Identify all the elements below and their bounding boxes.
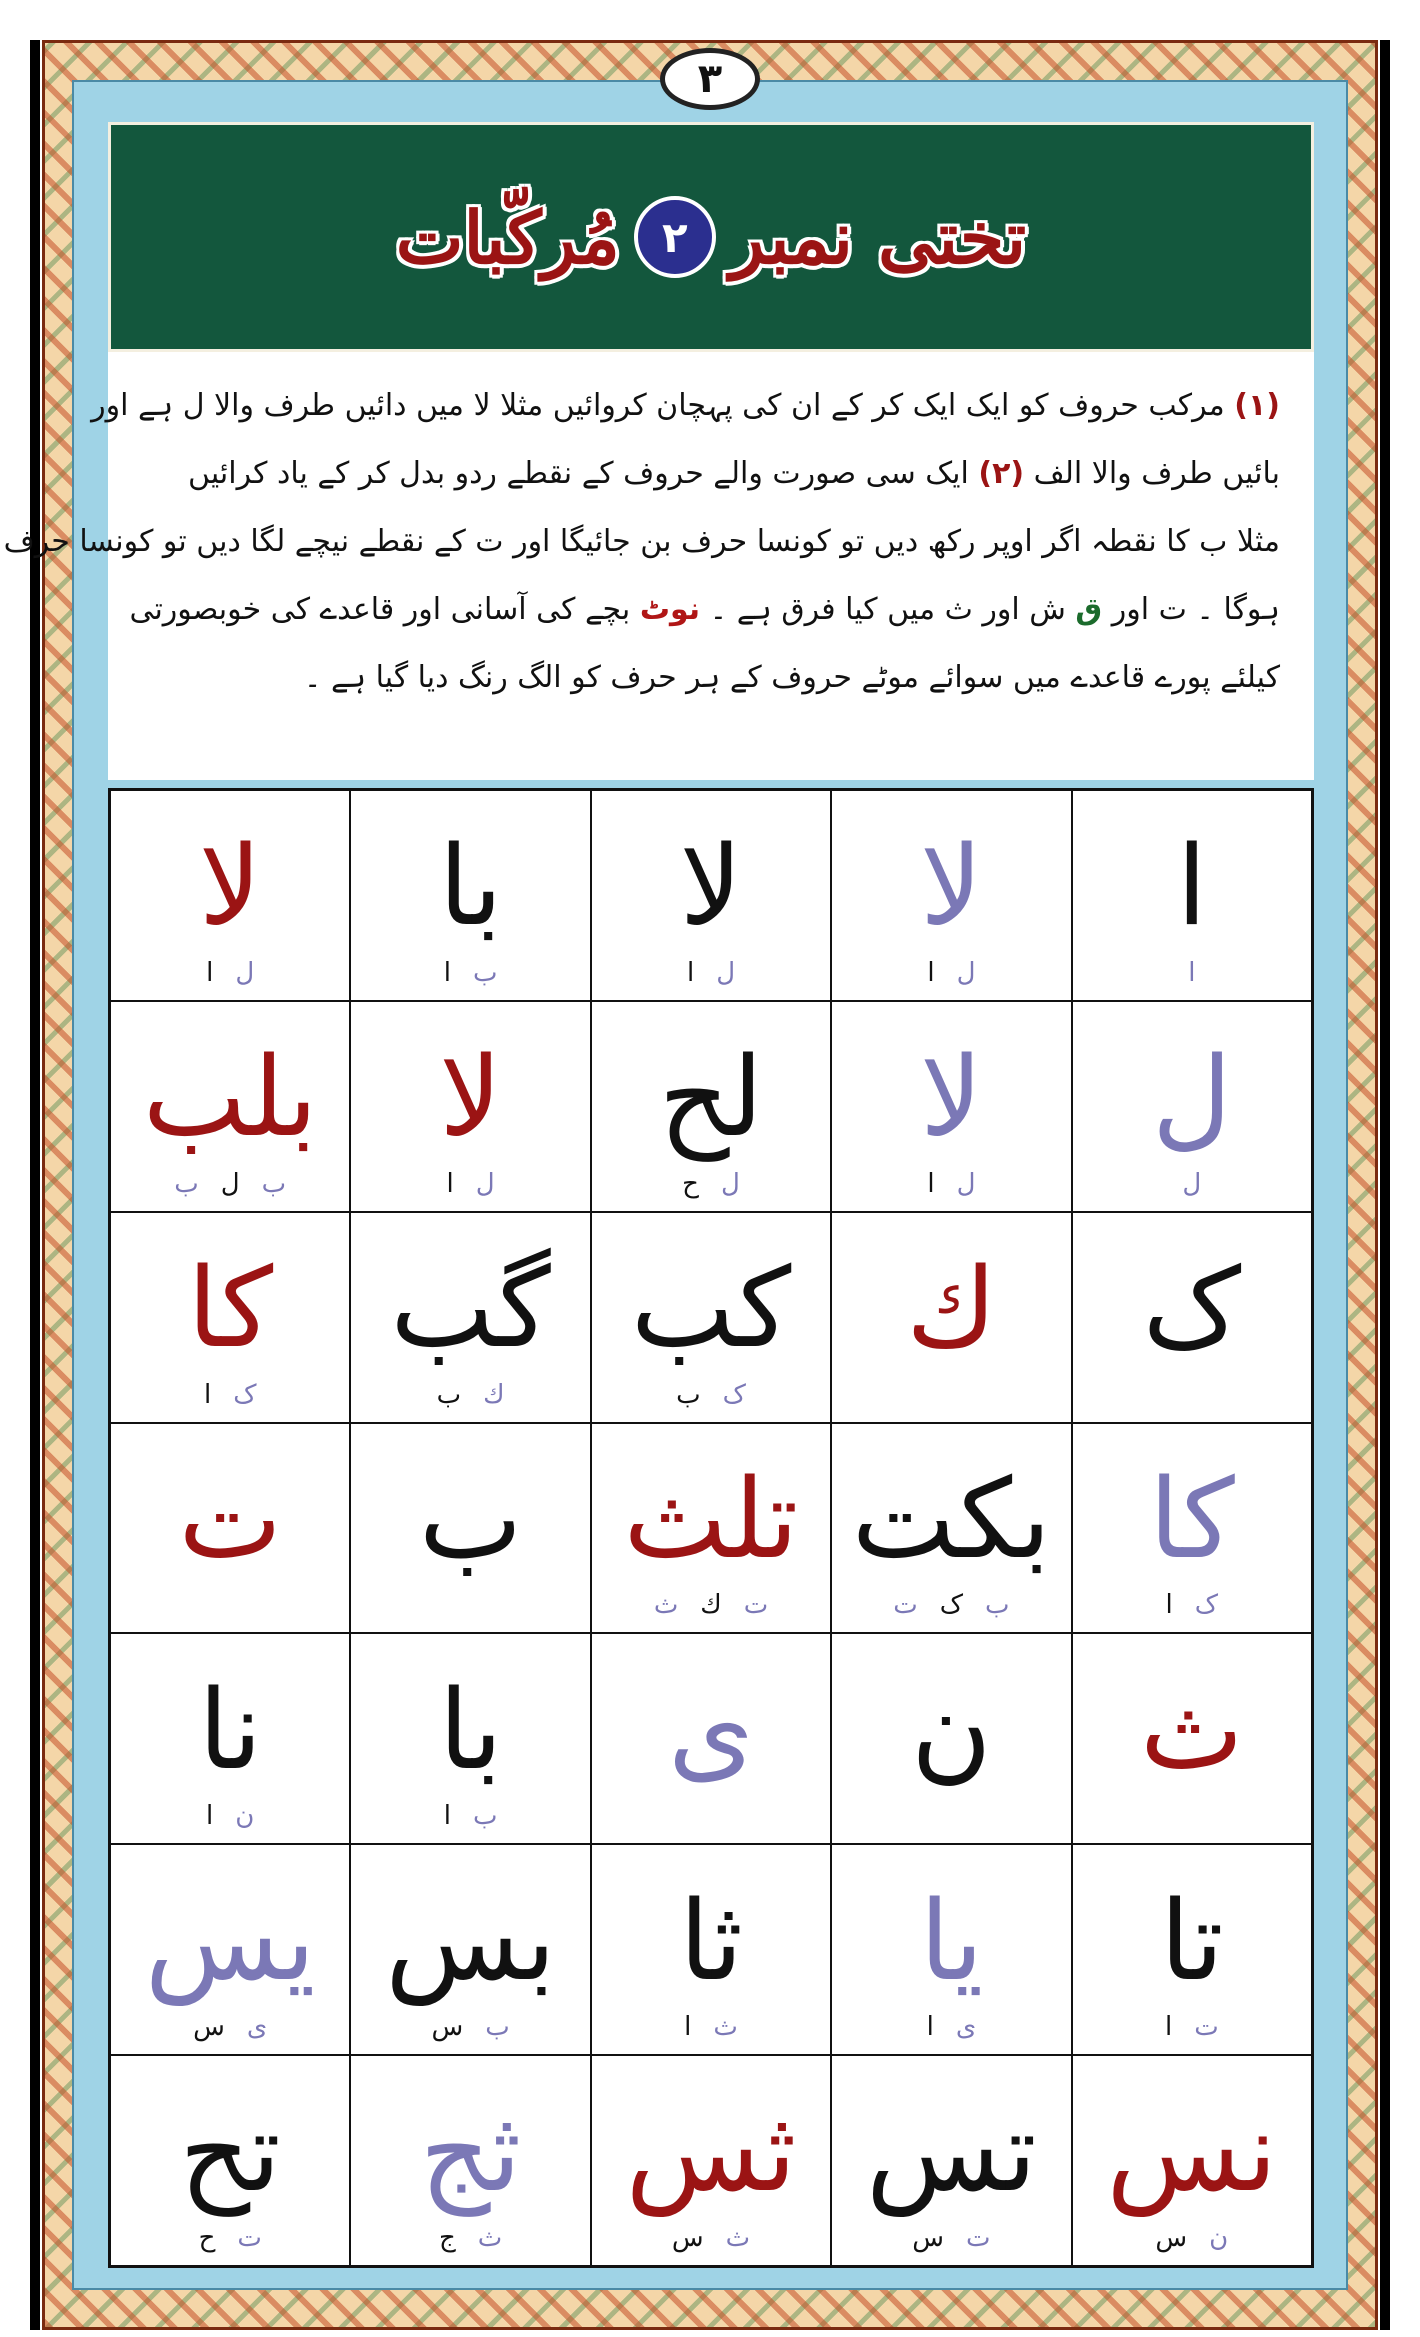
letter-part: ح [198, 2223, 216, 2253]
letter-parts [1073, 958, 1311, 988]
letter-part: ا [203, 1379, 212, 1410]
letter-cell [350, 1001, 590, 1212]
letter-cell [350, 790, 590, 1001]
letter-part: ب [472, 1801, 498, 1832]
letter-part: ا [446, 1168, 454, 1199]
letter-part: ی [246, 2012, 268, 2043]
step-number: (۲) [978, 456, 1025, 491]
letter-cell [110, 1633, 350, 1844]
letter-cell [1072, 1844, 1312, 2055]
letter-cell [350, 1844, 590, 2055]
letter-cell [1072, 1001, 1312, 1212]
compound-letter: لا [920, 1033, 983, 1162]
letter-part: ك [483, 1379, 505, 1410]
letter-cell [831, 1423, 1071, 1634]
letter-parts [1073, 2223, 1311, 2253]
black-spine-right [1380, 40, 1390, 2330]
compound-letter: تا [1159, 1876, 1224, 2005]
letter-part: ک [1194, 1590, 1219, 1621]
letter-part: ت [1194, 2012, 1219, 2043]
letter-part: ب [174, 1168, 199, 1199]
page-margin-left [0, 0, 30, 2337]
letter-cell [831, 2055, 1071, 2266]
letter-part: ت [743, 1590, 769, 1621]
letter-part: ل [956, 957, 976, 988]
compound-letter: یا [919, 1876, 984, 2005]
letter-part: ا [206, 957, 214, 988]
letter-part: ج [438, 2223, 456, 2253]
instruction-text: کیلئے پورے قاعدے میں سوائے موٹے حروف کے ہر حرف کو الگ رنگ دیا گیا ہے ۔ [303, 660, 1280, 695]
letter-part: س [193, 2012, 225, 2043]
letter-cell [110, 2055, 350, 2266]
letter-cell [110, 1423, 350, 1634]
instruction-line [142, 644, 1280, 712]
instruction-text: ایک سی صورت والے حروف کے نقطے ردو بدل کر کے یاد کرائیں [188, 456, 979, 491]
letter-cell [591, 1844, 831, 2055]
letter-part: ن [235, 1801, 255, 1832]
compound-letter: ب [418, 1454, 523, 1583]
letter-part: ب [485, 2012, 510, 2043]
instruction-text: ش اور ث میں کیا فرق ہے ۔ [700, 592, 1076, 627]
letter-part: ل [220, 1168, 240, 1199]
instruction-line [3, 508, 1280, 576]
compound-letter: ثج [419, 2087, 522, 2216]
letter-part: ث [477, 2223, 503, 2253]
compound-letter: ن [911, 1665, 992, 1794]
letter-parts [1073, 1169, 1311, 1199]
letter-part: ا [443, 957, 451, 988]
letter-part: ح [682, 1168, 699, 1199]
title-end: مُرکّبات [395, 194, 620, 280]
compound-letter: ت [178, 1454, 282, 1583]
letter-cell [110, 1212, 350, 1423]
letter-cell [110, 1844, 350, 2055]
compound-letter: ثا [678, 1876, 744, 2005]
letter-parts [592, 1590, 830, 1620]
letter-part: ا [443, 1801, 451, 1832]
letter-cell [1072, 790, 1312, 1001]
letter-part: ی [955, 2012, 977, 2043]
compound-letter: لا [920, 822, 983, 951]
letter-cell [110, 790, 350, 1001]
letter-parts [111, 2223, 349, 2253]
letter-part: ل [1182, 1168, 1202, 1199]
letter-part: ک [233, 1379, 257, 1410]
letter-part: ث [713, 2012, 738, 2043]
letter-part: ث [653, 1590, 679, 1621]
lesson-header [108, 122, 1314, 352]
instruction-line [129, 576, 1280, 644]
letter-cell [350, 1423, 590, 1634]
lesson-number: ۲ [661, 212, 688, 262]
letter-cell [1072, 1212, 1312, 1423]
letter-parts [1073, 1590, 1311, 1620]
letter-cell [831, 1001, 1071, 1212]
letter-parts [351, 2012, 589, 2042]
letter-part: ا [1164, 2012, 1173, 2043]
letter-parts [351, 1169, 589, 1199]
letter-part: ت [893, 1590, 918, 1621]
lesson-number-badge [634, 196, 716, 278]
letter-part: ل [716, 957, 736, 988]
compound-letter: نا [198, 1665, 263, 1794]
page-number: ۳ [697, 56, 723, 102]
letter-parts [351, 958, 589, 988]
letter-parts [1073, 2012, 1311, 2042]
note-label: نوٹ [639, 592, 701, 627]
letter-cell [350, 2055, 590, 2266]
compound-letter: بس [385, 1876, 557, 2005]
letter-parts [351, 1380, 589, 1410]
letter-cell [1072, 1423, 1312, 1634]
instruction-text: بچے کی آسانی اور قاعدے کی خوبصورتی [129, 592, 640, 627]
letter-parts [351, 1801, 589, 1831]
page-margin-right [1390, 0, 1420, 2337]
compound-letter: لا [679, 822, 743, 951]
instruction-line [91, 372, 1280, 440]
instruction-text: ق [1075, 592, 1103, 627]
letter-part: ا [1165, 1590, 1173, 1621]
letter-part: ت [966, 2223, 991, 2253]
compound-letter: کا [187, 1244, 274, 1373]
letter-parts [351, 2223, 589, 2253]
letter-parts [592, 2223, 830, 2253]
letter-part: ا [686, 957, 695, 988]
letter-cell [1072, 2055, 1312, 2266]
letter-part: ل [235, 957, 255, 988]
letter-part: ک [939, 1590, 964, 1621]
letter-parts [832, 2223, 1070, 2253]
letter-part: ل [720, 1168, 740, 1199]
instruction-text: بائیں طرف والا الف [1024, 456, 1280, 491]
letter-parts [111, 1380, 349, 1410]
instruction-text: ہوگا ۔ ت اور [1102, 592, 1280, 627]
letter-part: ب [436, 1379, 462, 1410]
letter-parts [592, 958, 830, 988]
letter-parts [832, 1590, 1070, 1620]
letter-cell [831, 1633, 1071, 1844]
letter-parts [832, 958, 1070, 988]
letter-part: ك [700, 1590, 722, 1621]
letter-part: ا [927, 957, 935, 988]
instruction-text: مرکب حروف کو ایک ایک کر کے ان کی پہچان کروائیں مثلا لا میں دائیں طرف والا ل ہے اور [91, 388, 1235, 423]
compound-letter: ا [1176, 822, 1208, 951]
letter-grid [108, 788, 1314, 2268]
letter-part: س [431, 2012, 464, 2043]
letter-cell [591, 1633, 831, 1844]
letter-cell [831, 1212, 1071, 1423]
compound-letter: ك [906, 1244, 997, 1373]
compound-letter: بلب [142, 1033, 318, 1162]
letter-cell [350, 1633, 590, 1844]
letter-part: ب [676, 1379, 701, 1410]
letter-part: ب [261, 1168, 287, 1199]
letter-part: ا [206, 1801, 214, 1832]
compound-letter: ک [1142, 1244, 1242, 1373]
letter-parts [111, 2012, 349, 2042]
instruction-text: مثلا ب کا نقطہ اگر اوپر رکھ دیں تو کونسا حرف بن جائیگا اور ت کے نقطے نیچے لگا دیں تو کونسا حرف [3, 524, 1280, 559]
letter-part: ث [725, 2223, 751, 2253]
letter-cell [591, 790, 831, 1001]
letter-part: ب [985, 1590, 1010, 1621]
letter-part: ن [1209, 2223, 1229, 2253]
letter-part: س [912, 2223, 945, 2253]
letter-cell [591, 1423, 831, 1634]
letter-parts [832, 1169, 1070, 1199]
letter-part: س [671, 2223, 704, 2253]
compound-letter: ثس [625, 2087, 797, 2216]
letter-part: ا [1188, 957, 1196, 988]
compound-letter: تح [179, 2087, 282, 2216]
letter-part: ک [722, 1379, 746, 1410]
compound-letter: با [438, 1665, 503, 1794]
compound-letter: ث [1140, 1665, 1244, 1794]
compound-letter: لح [658, 1033, 764, 1162]
compound-letter: تس [865, 2087, 1037, 2216]
letter-part: ا [927, 1168, 935, 1199]
letter-cell [591, 2055, 831, 2266]
lesson-title [396, 195, 1026, 280]
compound-letter: گب [390, 1244, 551, 1373]
compound-letter: یس [144, 1876, 316, 2005]
letter-part: ب [472, 957, 498, 988]
letter-part: س [1155, 2223, 1188, 2253]
letter-parts [592, 2012, 830, 2042]
letter-part: ل [956, 1168, 976, 1199]
compound-letter: ی [667, 1665, 755, 1794]
letter-cell [350, 1212, 590, 1423]
letter-part: ت [237, 2223, 262, 2253]
letter-cell [831, 1844, 1071, 2055]
letter-cell [1072, 1633, 1312, 1844]
letter-parts [111, 1169, 349, 1199]
letter-parts [111, 958, 349, 988]
page-number-badge [660, 48, 760, 110]
step-number: (۱) [1234, 388, 1280, 423]
letter-cell [591, 1212, 831, 1423]
letter-parts [592, 1380, 830, 1410]
compound-letter: با [438, 822, 503, 951]
compound-letter: نس [1106, 2087, 1278, 2216]
letter-part: ا [684, 2012, 692, 2043]
letter-parts [832, 2012, 1070, 2042]
letter-cell [591, 1001, 831, 1212]
letter-cell [110, 1001, 350, 1212]
compound-letter: ل [1151, 1033, 1232, 1162]
letter-cell [831, 790, 1071, 1001]
title-start: تختی نمبر [729, 194, 1027, 280]
letter-parts [111, 1801, 349, 1831]
compound-letter: لا [198, 822, 262, 951]
compound-letter: تلث [623, 1454, 799, 1583]
instruction-line [142, 440, 1280, 508]
compound-letter: کب [630, 1244, 792, 1373]
letter-part: ا [926, 2012, 934, 2043]
instructions-panel [3, 352, 1314, 780]
letter-parts [592, 1169, 830, 1199]
compound-letter: کا [1148, 1454, 1235, 1583]
compound-letter: لا [439, 1033, 502, 1162]
black-spine-left [30, 40, 40, 2330]
compound-letter: بکت [851, 1454, 1052, 1583]
letter-part: ل [475, 1168, 495, 1199]
